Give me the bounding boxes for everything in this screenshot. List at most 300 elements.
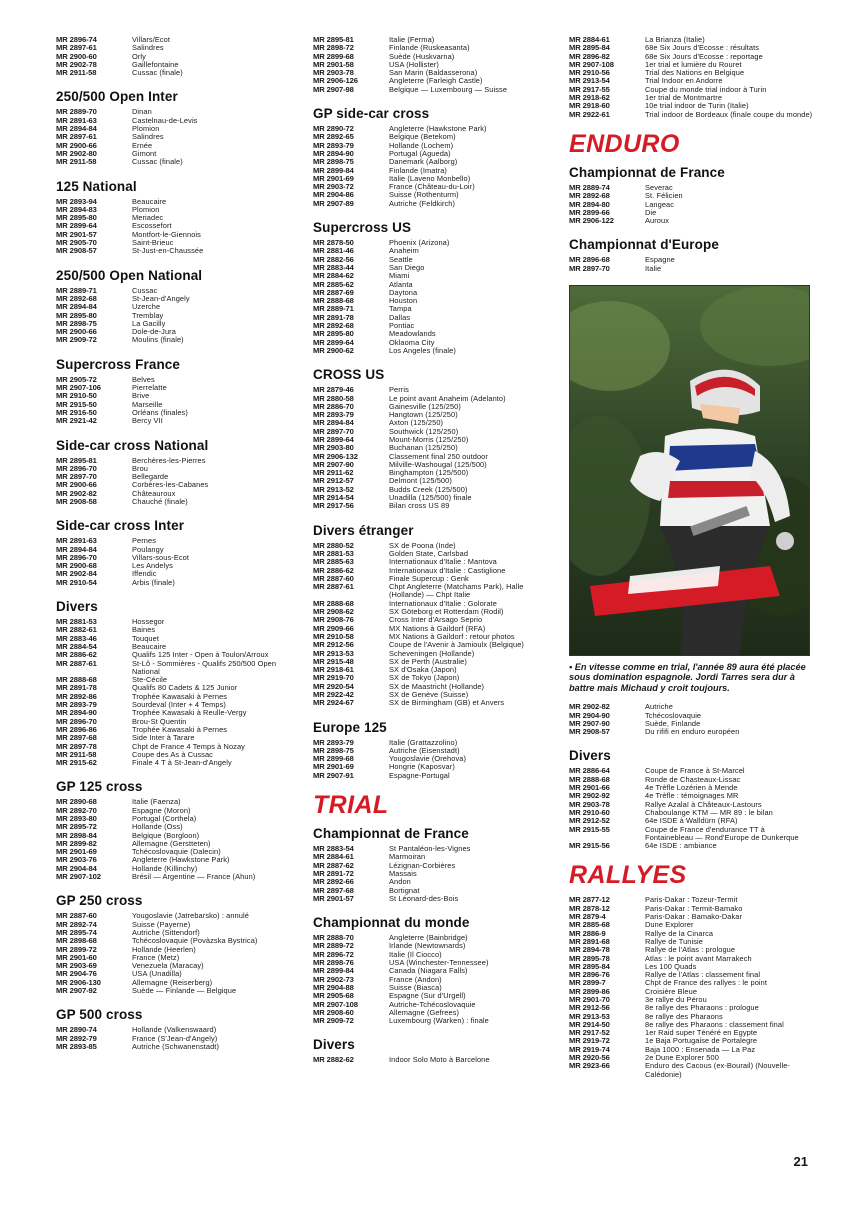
entry-label: Angleterre (Farleigh Castle) bbox=[389, 76, 483, 86]
entry-label: USA (Hollister) bbox=[389, 59, 439, 69]
entry-label: Autriche (Sittendorf) bbox=[132, 927, 200, 937]
entry-label: Classement final 250 outdoor bbox=[389, 451, 488, 461]
issue-code: MR 2902-92 bbox=[569, 791, 610, 801]
issue-code: MR 2902-82 bbox=[569, 702, 610, 712]
entry-label: Rallye de l'Atlas : classement final bbox=[645, 970, 761, 980]
section-championnat-d-europe bbox=[569, 237, 815, 273]
issue-code: MR 2882-56 bbox=[313, 254, 354, 264]
issue-code: MR 2883-46 bbox=[56, 633, 97, 643]
entry-label: Autriche bbox=[645, 702, 673, 712]
issue-code: MR 2908-60 bbox=[313, 1007, 354, 1017]
index-entry bbox=[569, 826, 815, 843]
index-entry bbox=[56, 336, 294, 344]
issue-code: MR 2909-66 bbox=[313, 623, 354, 633]
issue-code: MR 2894-90 bbox=[56, 708, 97, 718]
issue-code: MR 2896-70 bbox=[56, 463, 97, 473]
entry-label: Brésil — Argentine — France (Ahun) bbox=[132, 872, 256, 882]
entry-label: Luxembourg (Warken) : finale bbox=[389, 1016, 489, 1026]
section-heading: Divers bbox=[569, 748, 611, 764]
entry-label: Castelnau-de-Levis bbox=[132, 115, 198, 125]
issue-code: MR 2889-70 bbox=[56, 107, 97, 117]
entry-label: Dallas bbox=[389, 312, 411, 322]
issue-code: MR 2877-12 bbox=[569, 895, 610, 905]
issue-code: MR 2895-84 bbox=[569, 961, 610, 971]
issue-code: MR 2916-50 bbox=[56, 407, 97, 417]
index-entry bbox=[569, 1062, 815, 1079]
issue-code: MR 2907-90 bbox=[313, 459, 354, 469]
section-championnat-de-france bbox=[313, 826, 557, 903]
section-continued bbox=[569, 36, 815, 119]
section-heading: 250/500 Open National bbox=[56, 267, 203, 284]
entry-label: St-Just-en-Chaussée bbox=[132, 246, 204, 256]
issue-code: MR 2909-72 bbox=[313, 1016, 354, 1026]
section-side-car-cross-inter bbox=[56, 518, 294, 587]
entry-label: 1e Baja Portugaise de Portalegre bbox=[645, 1036, 758, 1046]
entry-label: Los Angeles (finale) bbox=[389, 345, 456, 355]
issue-code: MR 2893-79 bbox=[313, 410, 354, 420]
entry-label: Brive bbox=[132, 391, 150, 401]
section-heading: 250/500 Open Inter bbox=[56, 89, 178, 105]
issue-code: MR 2914-50 bbox=[569, 1019, 610, 1029]
entry-label: St-Lô - Sommières - Qualifs 250/500 Open National bbox=[132, 658, 277, 676]
issue-code: MR 2907-91 bbox=[313, 770, 354, 780]
entry-label: Autriche (Eisenstadt) bbox=[389, 745, 460, 755]
entry-label: Auroux bbox=[645, 216, 670, 226]
section-250-500-open-inter bbox=[56, 89, 294, 166]
entry-label: Saint-Brieuc bbox=[132, 238, 174, 248]
entry-label: Suède, Finlande bbox=[645, 718, 701, 728]
issue-code: MR 2899-82 bbox=[56, 838, 97, 848]
entry-label: Beaucaire bbox=[132, 641, 167, 651]
section-heading: Supercross France bbox=[56, 356, 181, 373]
entry-label: Coupe des As à Cussac bbox=[132, 749, 213, 759]
entry-label: Hangtown (125/250) bbox=[389, 410, 458, 420]
issue-code: MR 2919-70 bbox=[313, 673, 354, 683]
issue-code: MR 2902-82 bbox=[56, 488, 97, 498]
issue-code: MR 2897-68 bbox=[313, 885, 354, 895]
entry-label: St Pantaléon-les-Vignes bbox=[389, 844, 471, 854]
entry-label: Mount-Morris (125/250) bbox=[389, 434, 469, 444]
issue-code: MR 2896-86 bbox=[56, 724, 97, 734]
entry-label: 64e ISDE : ambiance bbox=[645, 841, 717, 851]
section-championnat-du-monde bbox=[313, 915, 557, 1025]
entry-label: SX de Tokyo (Japon) bbox=[389, 673, 460, 683]
entry-label: Binghampton (125/500) bbox=[389, 468, 469, 478]
entry-label: La Gacilly bbox=[132, 318, 166, 328]
index-entry bbox=[56, 498, 294, 506]
issue-code: MR 2895-78 bbox=[569, 953, 610, 963]
issue-code: MR 2900-66 bbox=[56, 327, 97, 337]
issue-code: MR 2887-60 bbox=[56, 911, 97, 921]
section-heading: Championnat d'Europe bbox=[569, 237, 719, 253]
section-continued bbox=[569, 703, 815, 736]
entry-label: 2e Dune Explorer 500 bbox=[645, 1053, 719, 1063]
issue-code: MR 2912-56 bbox=[569, 1003, 610, 1013]
index-entry bbox=[313, 200, 557, 208]
entry-label: Unadilla (125/500) finale bbox=[389, 493, 472, 503]
issue-code: MR 2893-79 bbox=[313, 140, 354, 150]
entry-label: Paris-Dakar : Termit-Bamako bbox=[645, 903, 743, 913]
entry-label: Qualifs 80 Cadets & 125 Junior bbox=[132, 683, 238, 693]
issue-code: MR 2881-53 bbox=[313, 548, 354, 558]
photo-caption: • En vitesse comme en trial, l'année 89 aura été placée sous domination espagnole. Jordi Tarres sera dur à battre mais Michaud y croit toujours. bbox=[569, 662, 806, 693]
entry-label: Dune Explorer bbox=[645, 920, 694, 930]
issue-code: MR 2908-57 bbox=[569, 727, 610, 737]
issue-code: MR 2899-68 bbox=[313, 51, 354, 61]
issue-code: MR 2904-84 bbox=[56, 863, 97, 873]
entry-label: Hossegor bbox=[132, 617, 165, 627]
index-entry bbox=[313, 347, 557, 355]
entry-label: Les 100 Quads bbox=[645, 961, 697, 971]
entry-label: Delmont (125/500) bbox=[389, 476, 452, 486]
issue-code: MR 2881-53 bbox=[56, 617, 97, 627]
entry-label: Southwick (125/250) bbox=[389, 426, 459, 436]
entry-label: Atlas : le point avant Marrakech bbox=[645, 953, 752, 963]
issue-code: MR 2885-63 bbox=[313, 557, 354, 567]
issue-code: MR 2886-9 bbox=[569, 928, 606, 938]
issue-code: MR 2886-70 bbox=[313, 401, 354, 411]
entry-label: Internationaux d'Italie : Golorate bbox=[389, 598, 497, 608]
section-heading: Europe 125 bbox=[313, 719, 387, 735]
entry-label: Paris-Dakar : Tozeur-Termit bbox=[645, 895, 738, 905]
issue-code: MR 2886-62 bbox=[56, 650, 97, 660]
section-heading: Championnat de France bbox=[313, 825, 469, 842]
issue-code: MR 2922-61 bbox=[569, 109, 610, 119]
issue-code: MR 2913-53 bbox=[313, 648, 354, 658]
entry-label: Coupe de France à St-Marcel bbox=[645, 766, 745, 776]
entry-label: Meadowlands bbox=[389, 329, 436, 339]
issue-code: MR 2910-56 bbox=[569, 68, 610, 78]
section-supercross-france bbox=[56, 357, 294, 426]
entry-label: Angleterre (Hawkstone Park) bbox=[389, 124, 487, 134]
issue-code: MR 2887-61 bbox=[313, 582, 354, 592]
issue-code: MR 2919-72 bbox=[569, 1036, 610, 1046]
issue-code: MR 2885-68 bbox=[569, 920, 610, 930]
index-entry bbox=[313, 502, 557, 510]
issue-code: MR 2887-62 bbox=[313, 860, 354, 870]
issue-code: MR 2900-62 bbox=[313, 345, 354, 355]
entry-label: Langeac bbox=[645, 199, 675, 209]
index-entry bbox=[313, 772, 557, 780]
issue-code: MR 2881-46 bbox=[313, 246, 354, 256]
issue-code: MR 2911-58 bbox=[56, 157, 97, 167]
entry-label: Baja 1000 : Ensenada — La Paz bbox=[645, 1044, 756, 1054]
issue-code: MR 2890-74 bbox=[56, 1025, 97, 1035]
issue-code: MR 2894-90 bbox=[313, 148, 354, 158]
issue-code: MR 2907-90 bbox=[569, 718, 610, 728]
issue-code: MR 2891-63 bbox=[56, 536, 97, 546]
issue-code: MR 2912-52 bbox=[569, 816, 610, 826]
section-heading: GP 125 cross bbox=[56, 779, 143, 795]
issue-code: MR 2910-60 bbox=[569, 807, 610, 817]
issue-code: MR 2901-66 bbox=[569, 783, 610, 793]
entry-label: Milville-Washougal (125/500) bbox=[389, 459, 487, 469]
issue-code: MR 2891-78 bbox=[56, 683, 97, 693]
index-entry bbox=[569, 265, 815, 273]
entry-label: Allemagne (Reiserberg) bbox=[132, 977, 213, 987]
issue-code: MR 2891-63 bbox=[56, 115, 97, 125]
entry-label: Hollande (Valkenswaard) bbox=[132, 1025, 217, 1035]
section-gp-125-cross bbox=[56, 779, 294, 881]
issue-code: MR 2887-61 bbox=[56, 658, 97, 668]
entry-label: Uzerche bbox=[132, 302, 161, 312]
issue-code: MR 2912-57 bbox=[313, 476, 354, 486]
issue-code: MR 2891-68 bbox=[569, 936, 610, 946]
entry-label: Lézignan-Corbières bbox=[389, 860, 456, 870]
issue-code: MR 2880-58 bbox=[313, 393, 354, 403]
index-entry bbox=[56, 987, 294, 995]
issue-code: MR 2897-70 bbox=[569, 263, 610, 273]
index-entry bbox=[56, 69, 294, 77]
entry-label: Tchécoslovaquie (Povàzska Bystrica) bbox=[132, 936, 258, 946]
issue-code: MR 2895-84 bbox=[569, 43, 610, 53]
issue-code: MR 2884-54 bbox=[56, 641, 97, 651]
entry-label: Yougoslavie (Jatrebarsko) : annulé bbox=[132, 911, 249, 921]
issue-code: MR 2898-76 bbox=[313, 958, 354, 968]
issue-code: MR 2880-52 bbox=[313, 540, 354, 550]
entry-label: Du rififi en enduro européen bbox=[645, 727, 740, 737]
issue-code: MR 2901-57 bbox=[313, 893, 354, 903]
section-continued bbox=[313, 36, 557, 94]
section-heading: Divers étranger bbox=[313, 522, 414, 539]
entry-label: Hollande (Lochem) bbox=[389, 140, 454, 150]
issue-code: MR 2895-80 bbox=[313, 329, 354, 339]
entry-label: 1er Raid super Ténéré en Egypte bbox=[645, 1028, 758, 1038]
entry-label: Allemagne (Gefrees) bbox=[389, 1007, 460, 1017]
entry-label: Marmoiran bbox=[389, 852, 426, 862]
issue-code: MR 2892-68 bbox=[569, 191, 610, 201]
entry-label: Italie (Il Ciocco) bbox=[389, 949, 442, 959]
issue-code: MR 2897-78 bbox=[56, 741, 97, 751]
entry-label: Coupe du monde trial indoor à Turin bbox=[645, 84, 767, 94]
issue-code: MR 2908-62 bbox=[313, 607, 354, 617]
entry-label: Tremblay bbox=[132, 310, 164, 320]
entry-label: Scheveningen (Hollande) bbox=[389, 648, 475, 658]
issue-code: MR 2907-108 bbox=[313, 999, 358, 1009]
issue-code: MR 2899-64 bbox=[313, 434, 354, 444]
issue-code: MR 2893-79 bbox=[56, 700, 97, 710]
entry-label: Croisière Bleue bbox=[645, 986, 698, 996]
entry-label: Cussac bbox=[132, 285, 158, 295]
entry-label: Ste-Cécile bbox=[132, 675, 168, 685]
entry-label: Tchécoslovaquie (Dalecin) bbox=[132, 847, 221, 857]
index-entry bbox=[56, 158, 294, 166]
entry-label: St-Jean-d'Angely bbox=[132, 293, 190, 303]
issue-code: MR 2910-54 bbox=[56, 577, 97, 587]
issue-code: MR 2907-108 bbox=[569, 59, 614, 69]
issue-code: MR 2907-92 bbox=[56, 986, 97, 996]
entry-label: Die bbox=[645, 207, 657, 217]
issue-code: MR 2902-73 bbox=[313, 974, 354, 984]
entry-label: 8e rallye des Pharaons : prologue bbox=[645, 1003, 759, 1013]
entry-label: Corbères-les-Cabanes bbox=[132, 480, 209, 490]
issue-code: MR 2896-68 bbox=[569, 255, 610, 265]
issue-code: MR 2907-102 bbox=[56, 872, 101, 882]
section-heading: GP side-car cross bbox=[313, 105, 430, 122]
issue-code: MR 2900-66 bbox=[56, 140, 97, 150]
entry-label: Portugal (Agueda) bbox=[389, 148, 451, 158]
entry-label: Bortignat bbox=[389, 885, 420, 895]
entry-label: Portugal (Corthela) bbox=[132, 814, 197, 823]
issue-code: MR 2903-78 bbox=[569, 799, 610, 809]
entry-label: SX Göteborg et Rotterdam (Rodil) bbox=[389, 607, 504, 617]
issue-code: MR 2895-81 bbox=[56, 455, 97, 465]
entry-label: Venezuela (Maracay) bbox=[132, 961, 204, 971]
issue-code: MR 2897-70 bbox=[56, 472, 97, 482]
entry-label: SX d'Osaka (Japon) bbox=[389, 665, 457, 675]
column-3 bbox=[569, 36, 815, 1091]
entry-label: Italie bbox=[645, 263, 662, 273]
index-entry bbox=[569, 842, 815, 850]
index-entry bbox=[56, 873, 294, 881]
issue-code: MR 2899-84 bbox=[313, 966, 354, 976]
issue-code: MR 2904-88 bbox=[313, 982, 354, 992]
index-entry bbox=[569, 217, 815, 225]
entry-label: Phoenix (Arizona) bbox=[389, 238, 450, 248]
issue-code: MR 2884-62 bbox=[313, 271, 354, 281]
entry-label: Cussac (finale) bbox=[132, 157, 183, 167]
entry-label: Hollande (Oss) bbox=[132, 822, 183, 832]
entry-label: Chpt Angleterre (Matchams Park), Halle (Hollande) — Chpt Italie bbox=[389, 582, 524, 600]
issue-code: MR 2889-71 bbox=[56, 285, 97, 295]
issue-code: MR 2906-132 bbox=[313, 451, 358, 461]
issue-code: MR 2919-74 bbox=[569, 1044, 610, 1054]
index-entry bbox=[56, 1043, 294, 1051]
entry-label: Escossefort bbox=[132, 221, 172, 231]
entry-label: Houston bbox=[389, 296, 418, 306]
issue-code: MR 2894-84 bbox=[56, 302, 97, 312]
entry-label: Salindres bbox=[132, 43, 164, 53]
section-250-500-open-national bbox=[56, 268, 294, 345]
issue-code: MR 2908-57 bbox=[56, 246, 97, 256]
entry-label: Suisse (Biasca) bbox=[389, 982, 442, 992]
issue-code: MR 2900-68 bbox=[56, 561, 97, 571]
entry-label: Les Andelys bbox=[132, 561, 173, 571]
entry-label: 4e Trèfle : témoignages MR bbox=[645, 791, 739, 801]
entry-label: Budds Creek (125/500) bbox=[389, 484, 468, 494]
issue-code: MR 2901-70 bbox=[569, 994, 610, 1004]
issue-code: MR 2889-72 bbox=[313, 941, 354, 951]
index-entry bbox=[313, 86, 557, 94]
section-supercross-us bbox=[313, 220, 557, 355]
entry-label: Enduro des Cacous (ex-Bourail) (Nouvelle-Calédonie) bbox=[645, 1061, 790, 1079]
entry-label: Belves bbox=[132, 374, 155, 384]
entry-label: Daytona bbox=[389, 287, 418, 297]
issue-code: MR 2910-58 bbox=[313, 631, 354, 641]
issue-code: MR 2898-72 bbox=[313, 43, 354, 53]
entry-label: SX de Maastricht (Hollande) bbox=[389, 681, 485, 691]
entry-label: Dole-de-Jura bbox=[132, 327, 176, 337]
entry-label: Dinan bbox=[132, 107, 152, 117]
issue-code: MR 2911-58 bbox=[56, 749, 97, 759]
issue-code: MR 2888-68 bbox=[56, 675, 97, 685]
index-entry bbox=[56, 660, 294, 677]
issue-code: MR 2904-86 bbox=[313, 190, 354, 200]
entry-label: Châteauroux bbox=[132, 488, 176, 498]
entry-label: Belgique (Borgloon) bbox=[132, 830, 200, 840]
entry-label: Seattle bbox=[389, 254, 413, 264]
issue-code: MR 2887-69 bbox=[313, 287, 354, 297]
issue-code: MR 2911-62 bbox=[313, 468, 354, 478]
section-continued bbox=[569, 896, 815, 1079]
entry-label: Pontiac bbox=[389, 321, 415, 331]
issue-code: MR 2899-68 bbox=[313, 754, 354, 764]
entry-label: Beaucaire bbox=[132, 196, 167, 206]
issue-code: MR 2893-94 bbox=[56, 196, 97, 206]
entry-label: Andon bbox=[389, 877, 411, 887]
index-entry bbox=[569, 728, 815, 736]
entry-label: Buchanan (125/250) bbox=[389, 443, 458, 453]
issue-code: MR 2920-56 bbox=[569, 1053, 610, 1063]
entry-label: Moulins (finale) bbox=[132, 335, 184, 345]
issue-code: MR 2915-50 bbox=[56, 399, 97, 409]
index-entry bbox=[56, 579, 294, 587]
issue-code: MR 2915-62 bbox=[56, 758, 97, 768]
issue-code: MR 2899-86 bbox=[569, 986, 610, 996]
entry-label: 1er trial de Montmartre bbox=[645, 93, 723, 103]
issue-code: MR 2896-70 bbox=[56, 716, 97, 726]
issue-code: MR 2894-78 bbox=[569, 945, 610, 955]
entry-label: Belgique — Luxembourg — Suisse bbox=[389, 84, 508, 94]
issue-code: MR 2915-55 bbox=[569, 824, 610, 834]
issue-code: MR 2901-69 bbox=[56, 847, 97, 857]
issue-code: MR 2902-84 bbox=[56, 569, 97, 579]
issue-code: MR 2879-46 bbox=[313, 385, 354, 395]
entry-label: Severac bbox=[645, 182, 673, 192]
entry-label: Bilan cross US 89 bbox=[389, 501, 450, 511]
issue-code: MR 2913-52 bbox=[313, 484, 354, 494]
issue-code: MR 2905-72 bbox=[56, 374, 97, 384]
entry-label: Allemagne (Gerstteten) bbox=[132, 838, 211, 848]
section-heading: Divers bbox=[313, 1037, 355, 1053]
section-heading: Championnat du monde bbox=[313, 914, 470, 931]
issue-code: MR 2895-80 bbox=[56, 213, 97, 223]
issue-code: MR 2896-82 bbox=[569, 51, 610, 61]
issue-code: MR 2901-69 bbox=[313, 762, 354, 772]
entry-label: France (Andon) bbox=[389, 974, 442, 984]
entry-label: Rallye de Tunisie bbox=[645, 936, 703, 946]
entry-label: Brou-St Quentin bbox=[132, 716, 187, 726]
issue-code: MR 2892-68 bbox=[56, 293, 97, 303]
entry-label: Italie (Grattazzolino) bbox=[389, 737, 458, 747]
entry-label: Qualifs 125 Inter - Open à Toulon/Arroux bbox=[132, 650, 269, 660]
entry-label: MX Nations à Gaildorf (RFA) bbox=[389, 623, 486, 633]
entry-label: France (Metz) bbox=[132, 952, 180, 962]
issue-code: MR 2887-60 bbox=[313, 573, 354, 583]
entry-label: Golden State, Carlsbad bbox=[389, 548, 469, 558]
issue-code: MR 2892-74 bbox=[56, 919, 97, 929]
entry-label: Meriadec bbox=[132, 213, 164, 223]
issue-code: MR 2906-122 bbox=[569, 216, 614, 226]
entry-label: Villars-sous-Ecot bbox=[132, 552, 190, 562]
index-entry bbox=[313, 1056, 557, 1064]
issue-code: MR 2920-54 bbox=[313, 681, 354, 691]
section-divers-etranger bbox=[313, 523, 557, 708]
issue-code: MR 2899-84 bbox=[313, 165, 354, 175]
issue-code: MR 2898-75 bbox=[56, 318, 97, 328]
entry-label: 3e rallye du Pérou bbox=[645, 994, 707, 1004]
index-entry bbox=[313, 895, 557, 903]
issue-code: MR 2907-106 bbox=[56, 383, 101, 393]
entry-label: Baines bbox=[132, 625, 156, 635]
entry-label: Espagne (Sur d'Urgell) bbox=[389, 991, 466, 1001]
entry-label: Chauché (finale) bbox=[132, 496, 188, 506]
entry-label: Finale Supercup : Genk bbox=[389, 573, 469, 583]
section-gp-250-cross bbox=[56, 893, 294, 995]
issue-code: MR 2896-70 bbox=[56, 552, 97, 562]
issue-code: MR 2908-58 bbox=[56, 496, 97, 506]
entry-label: Ronde de Chasteaux-Lissac bbox=[645, 774, 741, 784]
